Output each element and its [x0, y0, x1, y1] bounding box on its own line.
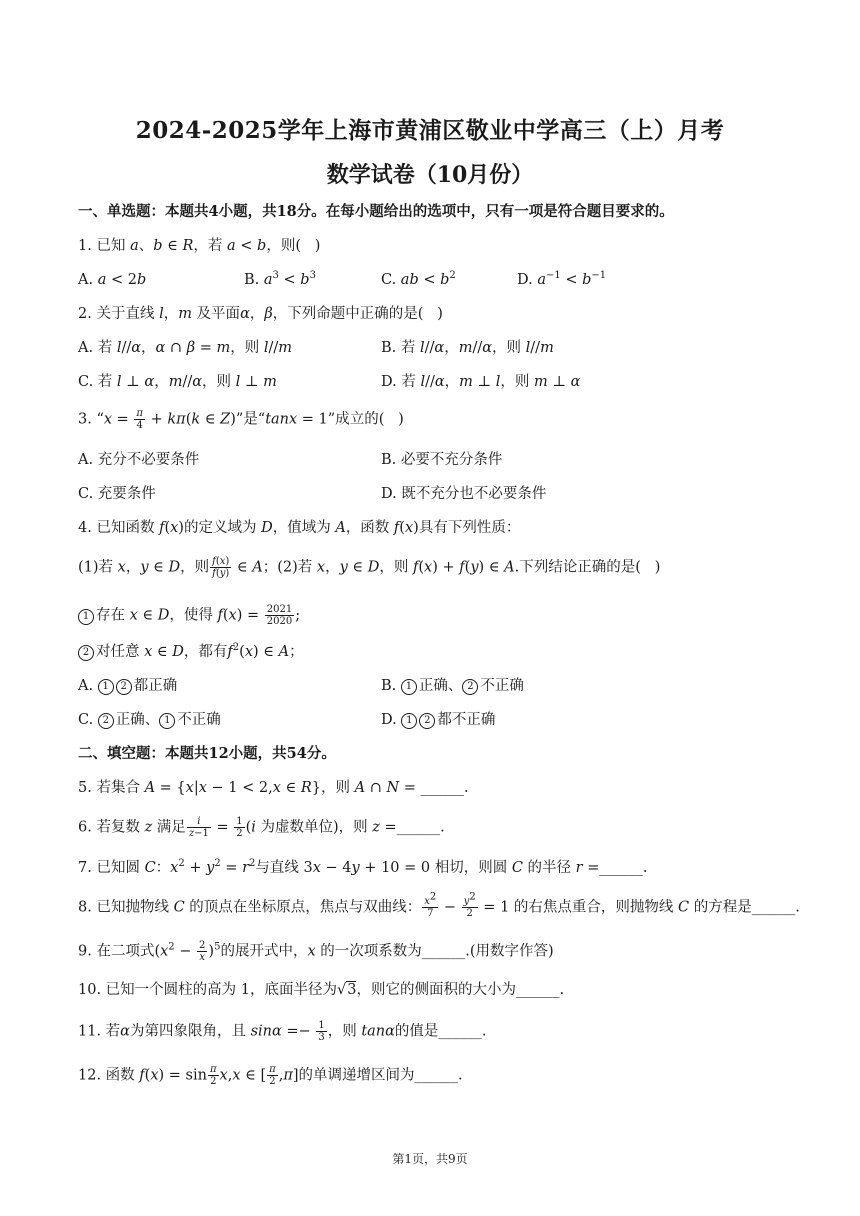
q4-option-b: B. 1 正确、 2 不正确	[381, 678, 524, 694]
q3-option-b: B. 必要不充分条件	[381, 452, 503, 468]
exam-title: 2024-2025学年上海市黄浦区敬业中学高三（上）月考	[135, 117, 725, 144]
q1-option-d: D. $a^{-1} < b^{-1}$	[517, 270, 607, 288]
q4-option-c: C. 2 正确、 1 不正确	[78, 712, 221, 728]
q4-option-a: A. 1 2 都正确	[78, 678, 178, 694]
question-8: 8. 已知抛物线 C 的顶点在坐标原点，焦点与双曲线： $\frac{x^2}{7}$ − $\frac{y^2}{2}$ = 1 的右焦点重合，则抛物线 C 的方程是______.	[78, 891, 800, 919]
question-1: 1. 已知 a、b ∈ R，若 a < b，则( )	[78, 238, 321, 254]
exam-subtitle: 数学试卷（10月份）	[326, 162, 534, 188]
page-footer: 第1页，共9页	[392, 1152, 468, 1166]
q3-option-c: C. 充要条件	[78, 486, 156, 502]
q1-option-b: B. $a^3 < b^3$	[244, 270, 316, 288]
question-3: 3. “x = $\frac{\pi}{4}$ + kπ(k ∈ Z)”是“tanx = 1”成立的( )	[78, 408, 404, 431]
question-5: 5. 若集合 A = {x|x − 1 < 2,x ∈ R}，则 A ∩ N = ______.	[78, 780, 469, 796]
question-11: 11. 若α为第四象限角，且 sinα =− $\frac{1}{3}$ ，则 tanα的值是______.	[78, 1020, 487, 1043]
q1-option-a: A. a < 2b	[78, 272, 147, 288]
q4-properties: (1)若 x，y ∈ D，则 $\frac{f(x)}{f(y)}$ ∈ A；(2)若 x，y ∈ D，则 f(x) + f(y) ∈ A.下列结论正确的是( )	[78, 556, 661, 579]
question-6: 6. 若复数 z 满足 $\frac{i}{z-1}$ = $\frac{1}{2}$ (i 为虚数单位)，则 z =______.	[78, 816, 445, 839]
q2-option-d: D. 若 l//α，m ⊥ l，则 m ⊥ α	[381, 374, 581, 390]
q2-option-b: B. 若 l//α，m//α，则 l//m	[381, 340, 554, 356]
q1-option-c: C. ab < $b^2$	[381, 270, 456, 288]
q3-option-a: A. 充分不必要条件	[78, 452, 200, 468]
question-12: 12. 函数 f(x) = sin $\frac{\pi}{2}$ x,x ∈ [ $\frac{\pi}{2}$ ,π]的单调递增区间为______.	[78, 1064, 463, 1087]
question-9: 9. 在二项式($x^2$ − $\frac{2}{x}$ )$^5$的展开式中，x 的一次项系数为______.(用数字作答)	[78, 940, 554, 963]
question-2: 2. 关于直线 l，m 及平面α，β，下列命题中正确的是( )	[78, 306, 443, 322]
q4-statement-1: 1 存在 x ∈ D，使得 f(x) = $\frac{2021}{2020}$ ;	[78, 604, 300, 627]
question-4: 4. 已知函数 f(x)的定义域为 D，值域为 A，函数 f(x)具有下列性质：	[78, 520, 521, 536]
q4-option-d: D. 1 2 都不正确	[381, 712, 496, 728]
question-10: 10. 已知一个圆柱的高为 1，底面半径为√3，则它的侧面积的大小为______.	[78, 982, 565, 998]
q2-option-c: C. 若 l ⊥ α，m//α，则 l ⊥ m	[78, 374, 277, 390]
section-heading-fill-in: 二、填空题：本题共12小题，共54分。	[78, 745, 336, 762]
q4-statement-2: 2 对任意 x ∈ D，都有$f^2(x)$ ∈ A；	[78, 642, 304, 662]
q2-option-a: A. 若 l//α，α ∩ β = m，则 l//m	[78, 340, 292, 356]
question-7: 7. 已知圆 C：$x^2 + y^2 = r^2$与直线 3x − 4y + 10 = 0 相切，则圆 C 的半径 r =______.	[78, 858, 648, 876]
section-heading-single-choice: 一、单选题：本题共4小题，共18分。在每小题给出的选项中，只有一项是符合题目要求的。	[78, 203, 674, 220]
q3-option-d: D. 既不充分也不必要条件	[381, 486, 547, 502]
